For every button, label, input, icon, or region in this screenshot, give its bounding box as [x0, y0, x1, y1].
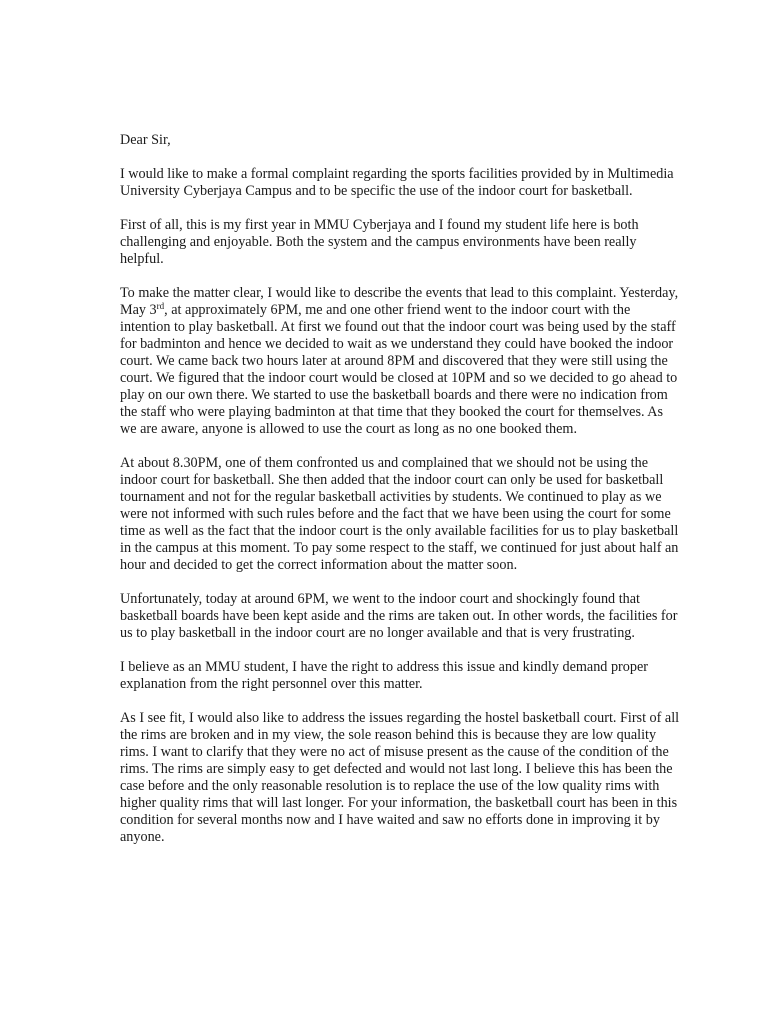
paragraph-confrontation: At about 8.30PM, one of them confronted us and complained that we should not be using the indoor court for basketball. She then added that the indoor court can only be used for basketball tournament and not for the regular basketball activities by students. We continued to play as we were not informed with such rules before and the fact that we have been using the court for some time as well as the fact that the indoor court is the only available facilities for us to play basketball in the campus at this moment. To pay some respect to the staff, we continued for just about half an hour and decided to get the correct information about the matter soon.	[120, 455, 679, 573]
paragraph-hostel-court: As I see fit, I would also like to address the issues regarding the hostel basketball court. First of all the rims are broken and in my view, the sole reason behind this is because they are low quality rims. I want to clarify that they were no act of misuse present as the cause of the condition of the rims. The rims are simply easy to get defected and would not last long. I believe this has been the case before and the only reasonable resolution is to replace the use of the low quality rims with higher quality rims that will last longer. For your information, the basketball court has been in this condition for several months now and I have waited and saw no efforts done in improving it by anyone.	[120, 710, 680, 845]
paragraph-first-year: First of all, this is my first year in MMU Cyberjaya and I found my student life here is both challenging and enjoyable. Both the system and the campus environments have been really helpful.	[120, 217, 639, 267]
paragraph-demand-explanation: I believe as an MMU student, I have the right to address this issue and kindly demand proper explanation from the right personnel over this matter.	[120, 659, 648, 692]
paragraph-events	[120, 285, 680, 438]
paragraph-rims-removed: Unfortunately, today at around 6PM, we went to the indoor court and shockingly found that basketball boards have been kept aside and the rims are taken out. In other words, the facilities for us to play basketball in the indoor court are no longer available and that is very frustrating.	[120, 591, 678, 641]
events-text-end: , at approximately 6PM, me and one other friend went to the indoor court with the intention to play basketball. At first we found out that the indoor court was being used by the staff for badminton and hence we decided to wait as we understand they could have booked the indoor court. We came back two hours later at around 8PM and discovered that they were still using the court. We figured that the indoor court would be closed at 10PM and so we decided to go ahead to play on our own there. We started to use the basketball boards and there were no indication from the staff who were playing badminton at that time that they booked the court for themselves. As we are aware, anyone is allowed to use the court as long as no one booked them.	[120, 302, 678, 437]
date-ordinal-suffix: rd	[156, 301, 165, 311]
paragraph-complaint-intro: I would like to make a formal complaint regarding the sports facilities provided by in Multimedia University Cyberjaya Campus and to be specific the use of the indoor court for basketball.	[120, 166, 674, 199]
events-text-start: To make the matter clear, I would like to describe the events that lead to this complaint. Yesterday, May 3	[120, 285, 679, 318]
salutation: Dear Sir,	[120, 132, 171, 148]
letter-body	[120, 132, 680, 863]
